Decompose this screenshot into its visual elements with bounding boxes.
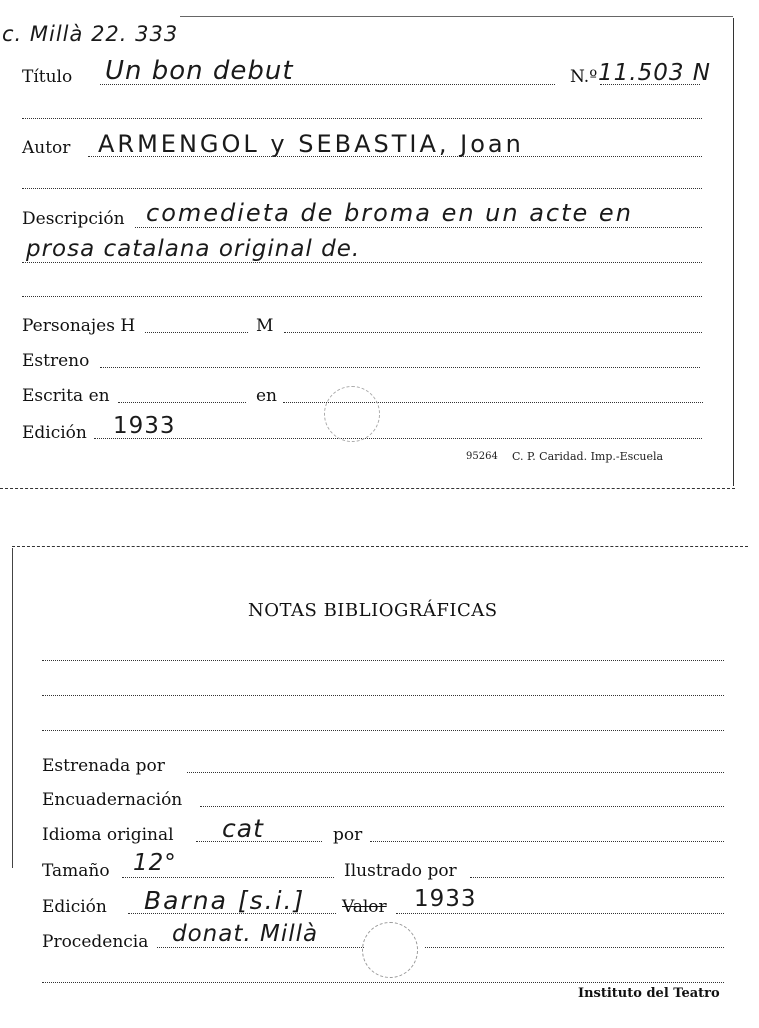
punch-hole <box>324 386 380 442</box>
procedencia-value: donat. Millà <box>172 921 319 947</box>
descripcion-line-2 <box>22 262 702 263</box>
edicion-value: Barna [s.i.] <box>144 886 306 915</box>
encuadernacion-label: Encuadernación <box>42 790 183 810</box>
estrenada-label: Estrenada por <box>42 756 165 776</box>
valor-value: 1933 <box>414 886 477 912</box>
personajes-h-line <box>145 332 248 333</box>
card-edge-left <box>12 548 13 868</box>
footer-label: Instituto del Teatro <box>578 986 720 1001</box>
estreno-label: Estreno <box>22 351 90 371</box>
blank-line <box>22 118 702 119</box>
descripcion-value-2: prosa catalana original de. <box>26 236 361 262</box>
descripcion-label: Descripción <box>22 209 125 229</box>
descripcion-line-1 <box>135 227 702 228</box>
ilustrado-line <box>470 877 724 878</box>
blank-line <box>22 296 702 297</box>
encuadernacion-line <box>200 806 724 807</box>
procedencia-line-2 <box>425 947 724 948</box>
edicion-line <box>94 438 702 439</box>
notas-line <box>42 982 724 983</box>
idioma-label: Idioma original <box>42 825 174 845</box>
blank-line <box>22 188 702 189</box>
estreno-line <box>100 367 700 368</box>
estrenada-line <box>187 772 724 773</box>
card-edge-bottom <box>0 488 735 489</box>
por-line <box>370 841 724 842</box>
valor-line <box>396 913 724 914</box>
punch-hole <box>362 922 418 978</box>
autor-label: Autor <box>22 138 71 158</box>
edicion-value: 1933 <box>113 413 176 439</box>
ilustrado-label: Ilustrado por <box>344 861 457 881</box>
edicion-label: Edición <box>22 423 87 443</box>
card-edge-right <box>733 18 734 486</box>
notas-line <box>42 695 724 696</box>
printer-code: 95264 <box>466 451 498 462</box>
personajes-m-line <box>284 332 702 333</box>
idioma-value: cat <box>222 814 264 843</box>
tamano-value: 12° <box>133 850 177 876</box>
printer-name: C. P. Caridad. Imp.-Escuela <box>512 450 664 463</box>
escrita-line <box>118 402 246 403</box>
descripcion-value-1: comedieta de broma en un acte en <box>146 199 633 227</box>
tamano-line <box>122 877 334 878</box>
numero-label: N.º <box>570 67 598 87</box>
notas-heading: NOTAS BIBLIOGRÁFICAS <box>248 600 498 621</box>
titulo-value: Un bon debut <box>105 56 294 86</box>
personajes-label: Personajes H <box>22 316 136 336</box>
procedencia-label: Procedencia <box>42 932 149 952</box>
catalog-card-front <box>0 0 759 500</box>
por-label: por <box>333 825 363 845</box>
notas-line <box>42 660 724 661</box>
numero-value: 11.503 N <box>598 60 711 86</box>
card-edge-top <box>12 546 748 547</box>
catalog-card-back <box>0 510 759 1028</box>
titulo-label: Título <box>22 67 73 87</box>
escrita-label: Escrita en <box>22 386 110 406</box>
notas-line <box>42 730 724 731</box>
valor-label: Valor <box>342 897 387 917</box>
m-label: M <box>256 316 274 336</box>
card-edge-top <box>180 16 733 17</box>
corner-note: c. Millà 22. 333 <box>2 22 179 46</box>
procedencia-line <box>157 947 364 948</box>
tamano-label: Tamaño <box>42 861 110 881</box>
autor-value: ARMENGOL y SEBASTIA, Joan <box>98 130 524 158</box>
edicion-label: Edición <box>42 897 107 917</box>
escrita-en-label: en <box>256 386 278 406</box>
